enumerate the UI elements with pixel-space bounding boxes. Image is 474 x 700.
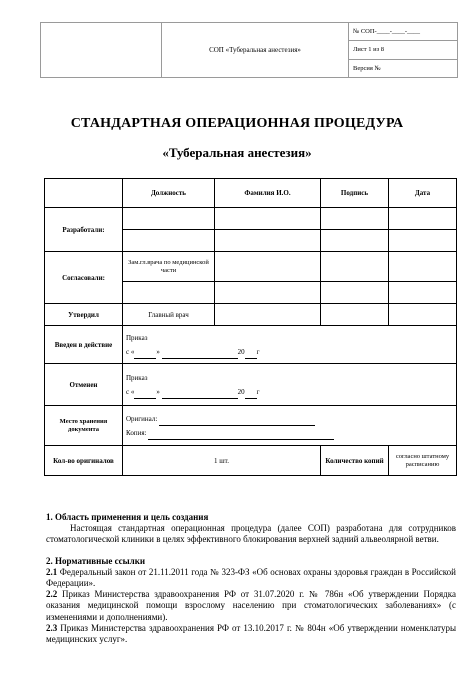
table-cell [389, 208, 457, 230]
storage-info [123, 406, 457, 446]
copy-line: Копия: [126, 426, 453, 440]
table-cell [321, 208, 389, 230]
column-header-name: Фамилия И.О. [215, 179, 321, 208]
table-cell [389, 230, 457, 252]
table-cell [321, 252, 389, 282]
row-label-introduced: Введен в действие [45, 326, 123, 364]
document-subtitle: «Туберальная анестезия» [162, 145, 312, 160]
original-line: Оригинал: [126, 412, 453, 426]
section-2-title: 2. Нормативные ссылки [46, 555, 146, 566]
section-1-text: Настоящая стандартная операционная процедура (далее СОП) разработана для сотрудников стоматологической клиники в целях эффективного блокирования верхней задний альвеолярной ветви. [46, 523, 456, 545]
table-cell [215, 230, 321, 252]
approval-table [44, 178, 457, 476]
row-label-approved: Утвердил [45, 304, 123, 326]
sop-name: СОП «Туберальная анестезия» [162, 23, 349, 78]
column-header-date: Дата [389, 179, 457, 208]
reference-1: 2.1 Федеральный закон от 21.11.2011 года № 323-ФЗ «Об основах охраны здоровья граждан в Российской Федерации». [46, 566, 456, 589]
copies-count: согласно штатному расписанию [389, 446, 457, 476]
document-title: СТАНДАРТНАЯ ОПЕРАЦИОННАЯ ПРОЦЕДУРА [70, 116, 404, 131]
sop-number: № СОП-____-____-____ [349, 23, 458, 41]
table-cell [215, 208, 321, 230]
row-label-cancelled: Отменен [45, 364, 123, 406]
logo-cell [41, 23, 162, 78]
table-cell [123, 282, 215, 304]
column-header-position: Должность [123, 179, 215, 208]
order-label: Приказ [126, 333, 148, 342]
table-corner [45, 179, 123, 208]
table-cell [389, 282, 457, 304]
table-cell [215, 282, 321, 304]
reference-3: 2.3 Приказ Министерства здравоохранения РФ от 13.10.2017 г. № 804н «Об утверждении номенклатуры медицинских услуг». [46, 622, 456, 645]
table-cell [215, 252, 321, 282]
table-cell [321, 304, 389, 326]
document-header [40, 22, 458, 78]
approved-position: Главный врач [123, 304, 215, 326]
reference-2: 2.2 Приказ Министерства здравоохранения РФ от 31.07.2020 г. № 786н «Об утверждении Порядка оказания медицинской помощи взрослому населению при стоматологических заболеваниях» (с изменениями и дополнениями). [46, 589, 456, 622]
table-cell [321, 230, 389, 252]
originals-count: 1 шт. [123, 446, 321, 476]
row-label-agreed: Согласовали: [45, 252, 123, 304]
row-label-storage: Место хранения документа [45, 406, 123, 446]
introduced-order [123, 326, 457, 364]
document-body [46, 512, 456, 645]
table-cell [389, 304, 457, 326]
row-label-developed: Разработали: [45, 208, 123, 252]
sheet-number: Лист 1 из 8 [349, 41, 458, 59]
column-header-signature: Подпись [321, 179, 389, 208]
table-cell [123, 208, 215, 230]
copies-count-label: Количество копий [321, 446, 389, 476]
section-1-title: 1. Область применения и цель создания [46, 512, 209, 522]
cancelled-order [123, 364, 457, 406]
row-label-originals: Кол-во оригиналов [45, 446, 123, 476]
order-date-line: с « » 20 г [126, 385, 453, 399]
order-label: Приказ [126, 373, 148, 382]
agreed-position: Зам.гл.врача по медицинской части [123, 252, 215, 282]
order-date-line: с « » 20 г [126, 345, 453, 359]
table-cell [389, 252, 457, 282]
table-cell [215, 304, 321, 326]
table-cell [321, 282, 389, 304]
table-cell [123, 230, 215, 252]
version-number: Версия № [349, 59, 458, 77]
